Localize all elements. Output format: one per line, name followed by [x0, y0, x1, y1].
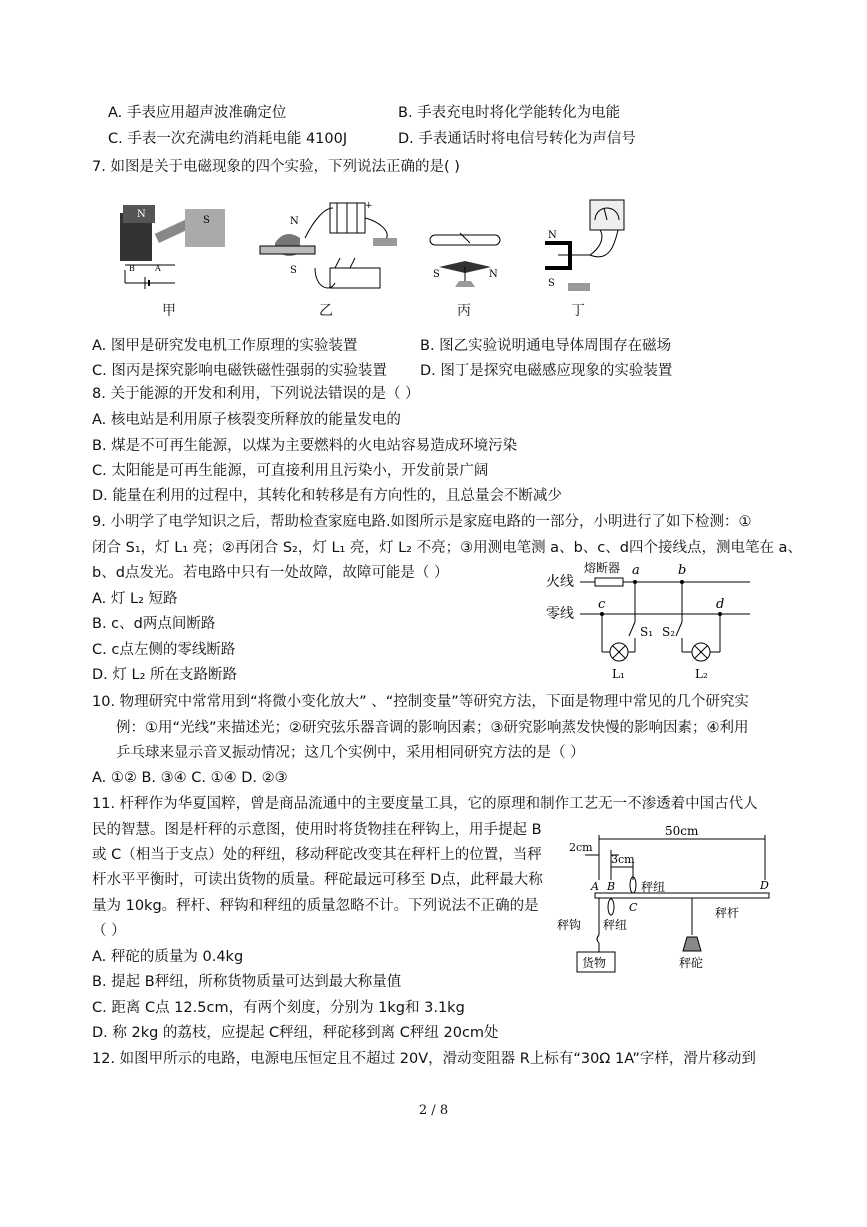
q11-point-c: C	[629, 901, 638, 914]
q7-label-ding: 丁	[571, 303, 585, 319]
q10-line-2: 例：①用“光线”来描述光；②研究弦乐器音调的影响因素；③研究影响蒸发快慢的影响因素；④利用	[116, 720, 749, 736]
q11-niu-top-label: 秤纽	[641, 880, 666, 894]
svg-text:B: B	[129, 264, 135, 273]
q9-circuit-figure	[540, 560, 765, 685]
svg-text:S: S	[203, 215, 210, 226]
q11-gou-label: 秤钩	[557, 918, 582, 932]
q8-option-c: C. 太阳能是可再生能源，可直接利用且污染小，开发前景广阔	[92, 463, 489, 479]
q7-option-d: D. 图丁是探究电磁感应现象的实验装置	[420, 363, 673, 379]
q11-option-c: C. 距离 C点 12.5cm，有两个刻度，分别为 1kg和 3.1kg	[92, 1000, 465, 1016]
q9-point-c: c	[598, 597, 606, 612]
q11-niu-bottom-label: 秤纽	[603, 918, 628, 932]
svg-text:S: S	[433, 269, 440, 280]
q10-line-1: 10. 物理研究中常常用到“将微小变化放大” 、“控制变量”等研究方法，下面是物理中常见的几个研究实	[92, 694, 749, 710]
q6-option-c: C. 手表一次充满电约消耗电能 4100J	[108, 131, 348, 147]
q9-option-a: A. 灯 L₂ 短路	[92, 591, 178, 607]
q11-point-d: D	[760, 879, 769, 892]
q9-line-1: 9. 小明学了电学知识之后，帮助检查家庭电路.如图所示是家庭电路的一部分，小明进行了如下检测：①	[92, 514, 752, 530]
q6-option-d: D. 手表通话时将电信号转化为声信号	[398, 131, 636, 147]
q10-options: A. ①② B. ③④ C. ①④ D. ②③	[92, 770, 288, 786]
q7-stem: 7. 如图是关于电磁现象的四个实验，下列说法正确的是( )	[92, 159, 460, 175]
svg-text:N: N	[489, 269, 498, 280]
q9-switch-s2: S₂	[662, 625, 676, 639]
q6-option-a: A. 手表应用超声波准确定位	[108, 105, 287, 121]
q11-option-d: D. 称 2kg 的荔枝，应提起 C秤纽，秤砣移到离 C秤纽 20cm处	[92, 1025, 499, 1041]
q9-fire-line-label: 火线	[546, 574, 574, 590]
q9-switch-s1: S₁	[640, 625, 654, 639]
q8-stem: 8. 关于能源的开发和利用，下列说法错误的是（ ）	[92, 386, 420, 402]
q6-option-b: B. 手表充电时将化学能转化为电能	[398, 105, 621, 121]
q11-line-4: 杆水平平衡时，可读出货物的质量。秤砣最远可移至 D点，此秤最大称	[92, 872, 543, 888]
q7-label-bing: 丙	[457, 303, 471, 319]
q11-dim-3cm: 3cm	[611, 853, 635, 866]
q7-figure-jia	[115, 195, 235, 290]
svg-text:A: A	[155, 264, 161, 273]
q8-option-a: A. 核电站是利用原子核裂变所释放的能量发电的	[92, 412, 401, 428]
q8-option-b: B. 煤是不可再生能源，以煤为主要燃料的火电站容易造成环境污染	[92, 438, 518, 454]
q9-point-d: d	[716, 597, 725, 612]
q9-option-c: C. c点左侧的零线断路	[92, 642, 236, 658]
q11-gan-label: 秤杆	[715, 906, 740, 920]
q7-figure-yi	[255, 198, 405, 298]
q11-line-3: 或 C（相当于支点）处的秤纽，移动秤砣改变其在秤杆上的位置，当秤	[92, 847, 542, 863]
q11-steelyard-figure	[555, 825, 777, 980]
page-number: 2 / 8	[418, 1103, 449, 1118]
q11-line-2: 民的智慧。图是杆秤的示意图，使用时将货物挂在秤钩上，用手提起 B	[92, 822, 542, 838]
q9-point-a: a	[632, 563, 640, 578]
q11-line-5: 量为 10kg。秤杆、秤钩和秤纽的质量忽略不计。下列说法不正确的是	[92, 898, 539, 914]
q7-figure-bing	[425, 225, 505, 295]
q7-figure-ding	[530, 198, 630, 298]
q11-tuo-label: 秤砣	[679, 956, 704, 970]
q7-option-a: A. 图甲是研究发电机工作原理的实验装置	[92, 338, 358, 354]
q11-dim-50cm: 50cm	[665, 825, 699, 838]
svg-text:S: S	[290, 265, 297, 276]
q7-option-b: B. 图乙实验说明通电导体周围存在磁场	[420, 338, 672, 354]
q7-option-c: C. 图丙是探究影响电磁铁磁性强弱的实验装置	[92, 363, 387, 379]
q9-zero-line-label: 零线	[546, 606, 574, 622]
q11-point-b: B	[607, 880, 616, 893]
q10-line-3: 乒乓球来显示音叉振动情况；这几个实例中，采用相同研究方法的是（ ）	[116, 745, 585, 761]
q11-dim-2cm: 2cm	[569, 841, 593, 854]
q11-option-a: A. 秤砣的质量为 0.4kg	[92, 949, 244, 965]
q9-point-b: b	[678, 563, 687, 578]
q9-line-3: b、d点发光。若电路中只有一处故障，故障可能是（ ）	[92, 565, 449, 581]
svg-text:N: N	[548, 230, 557, 241]
q9-option-b: B. c、d两点间断路	[92, 616, 216, 632]
q9-lamp-l1: L₁	[612, 667, 625, 681]
q11-option-b: B. 提起 B秤纽，所称货物质量可达到最大称量值	[92, 974, 402, 990]
svg-text:N: N	[290, 216, 299, 227]
q7-label-yi: 乙	[319, 303, 333, 319]
svg-text:+: +	[365, 201, 373, 211]
q8-option-d: D. 能量在利用的过程中，其转化和转移是有方向性的，且总量会不断减少	[92, 488, 562, 504]
q11-point-a: A	[591, 880, 599, 893]
q11-line-1: 11. 杆秤作为华夏国粹，曾是商品流通中的主要度量工具，它的原理和制作工艺无一不渗透着中国古代人	[92, 796, 758, 812]
q11-line-6: （ ）	[92, 923, 126, 939]
q9-fuse-label: 熔断器	[584, 561, 621, 575]
q11-goods-label: 货物	[582, 956, 607, 970]
q9-line-2: 闭合 S₁，灯 L₁ 亮；②再闭合 S₂，灯 L₁ 亮，灯 L₂ 不亮；③用测电笔测 a、b、c、d四个接线点，测电笔在 a、	[92, 540, 802, 556]
q12-line-1: 12. 如图甲所示的电路，电源电压恒定且不超过 20V，滑动变阻器 R上标有“30Ω 1A”字样，滑片移动到	[92, 1051, 756, 1067]
svg-text:N: N	[137, 209, 146, 220]
q9-lamp-l2: L₂	[695, 667, 708, 681]
q9-option-d: D. 灯 L₂ 所在支路断路	[92, 667, 237, 683]
svg-text:S: S	[548, 278, 555, 289]
q7-label-jia: 甲	[162, 303, 176, 319]
